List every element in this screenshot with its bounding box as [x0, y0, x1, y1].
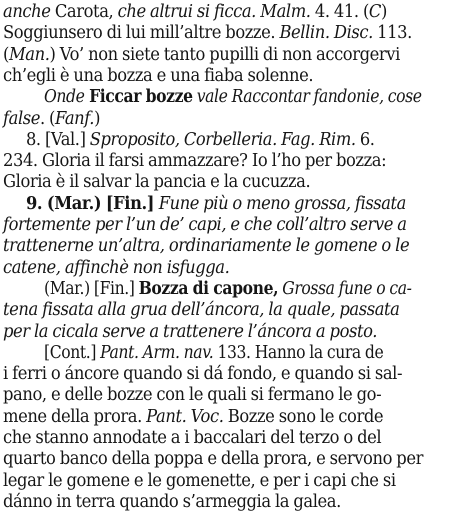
text-segment: [Cont.] [44, 342, 101, 363]
italic-text: Pant. Voc. [146, 406, 224, 427]
italic-text: trattenerne un’altra, ordinariamente le gomene o le [3, 236, 410, 257]
text-segment: quarto banco della poppa e della prora, e servono per [3, 449, 423, 470]
italic-text: che altrui si ficca. Malm. [117, 2, 311, 22]
italic-text: fortemente per l’un de’ capi, e che coll’altro serve a [3, 215, 407, 235]
text-segment: 8. [Val.] [26, 129, 90, 150]
text-segment: ch’egli è una bozza e una fiaba solenne. [3, 65, 314, 86]
italic-text: anche [3, 2, 51, 22]
text-segment: 6. [355, 129, 375, 150]
text-segment: ) [94, 108, 101, 129]
text-segment: 4. 41. ( [310, 2, 369, 22]
text-segment: pano, e delle bozze con le quali si fermano le go- [3, 385, 382, 406]
text-segment: 113. [372, 23, 412, 44]
italic-text: catene, affinchè non isfugga. [3, 257, 230, 278]
text-segment: Carota, [50, 2, 118, 22]
text-segment: Soggiunsero di lui mill’altre bozze. [3, 23, 280, 44]
text-line [3, 490, 445, 514]
text-segment: (Mar.) [Fin.] [44, 278, 139, 299]
italic-text: false [3, 108, 40, 129]
italic-text: Fune più o meno grossa, fissata [158, 193, 406, 214]
bold-term: Ficcar bozze [84, 87, 193, 108]
text-segment: i ferri o áncore quando si dá fondo, e quando si sal- [3, 364, 403, 385]
italic-text: Bellin. Disc. [279, 23, 373, 44]
italic-text: vale Raccontar fandonie, cose [192, 87, 422, 108]
italic-text: Pant. Arm. nav. [100, 342, 214, 363]
text-segment: mene della prora. [3, 406, 147, 427]
bold-term: Bozza di capone, [138, 278, 279, 299]
text-segment: che stanno annodate a i baccalari del terzo o del [3, 428, 382, 448]
italic-text: Onde [44, 87, 85, 108]
italic-text: Sproposito, Corbelleria. Fag. Rim. [89, 129, 356, 150]
italic-text: per la cicala serve a trattenere l’áncora a posto. [3, 321, 378, 342]
text-segment: Gloria è il salvar la pancia e la cucuzza. [3, 172, 311, 193]
italic-text: Man. [8, 44, 50, 65]
text-segment: legar le gomene e le gomenette, e per i capi che si [3, 470, 396, 491]
text-segment: ( [3, 44, 9, 65]
italic-text: Fanf. [55, 108, 95, 129]
italic-text: Grossa fune o ca- [278, 278, 412, 299]
text-segment: ) [380, 2, 387, 22]
italic-text: tena fissata alla grua dell’áncora, la quale, passata [3, 300, 400, 321]
text-segment: 133. Hanno la cura de [213, 342, 384, 363]
text-segment: dánno in terra quando s’armeggia la galea. [3, 491, 341, 512]
italic-text: C [368, 2, 381, 22]
text-segment: . ( [39, 108, 56, 129]
text-segment: ) Vo’ non siete tanto pupilli di non accorgervi [49, 44, 400, 65]
text-segment: 234. Gloria il farsi ammazzare? Io l’ho per bozza: [3, 151, 387, 172]
bold-term: 9. (Mar.) [Fin.] [26, 193, 159, 214]
text-segment: Bozze sono le corde [223, 406, 384, 427]
